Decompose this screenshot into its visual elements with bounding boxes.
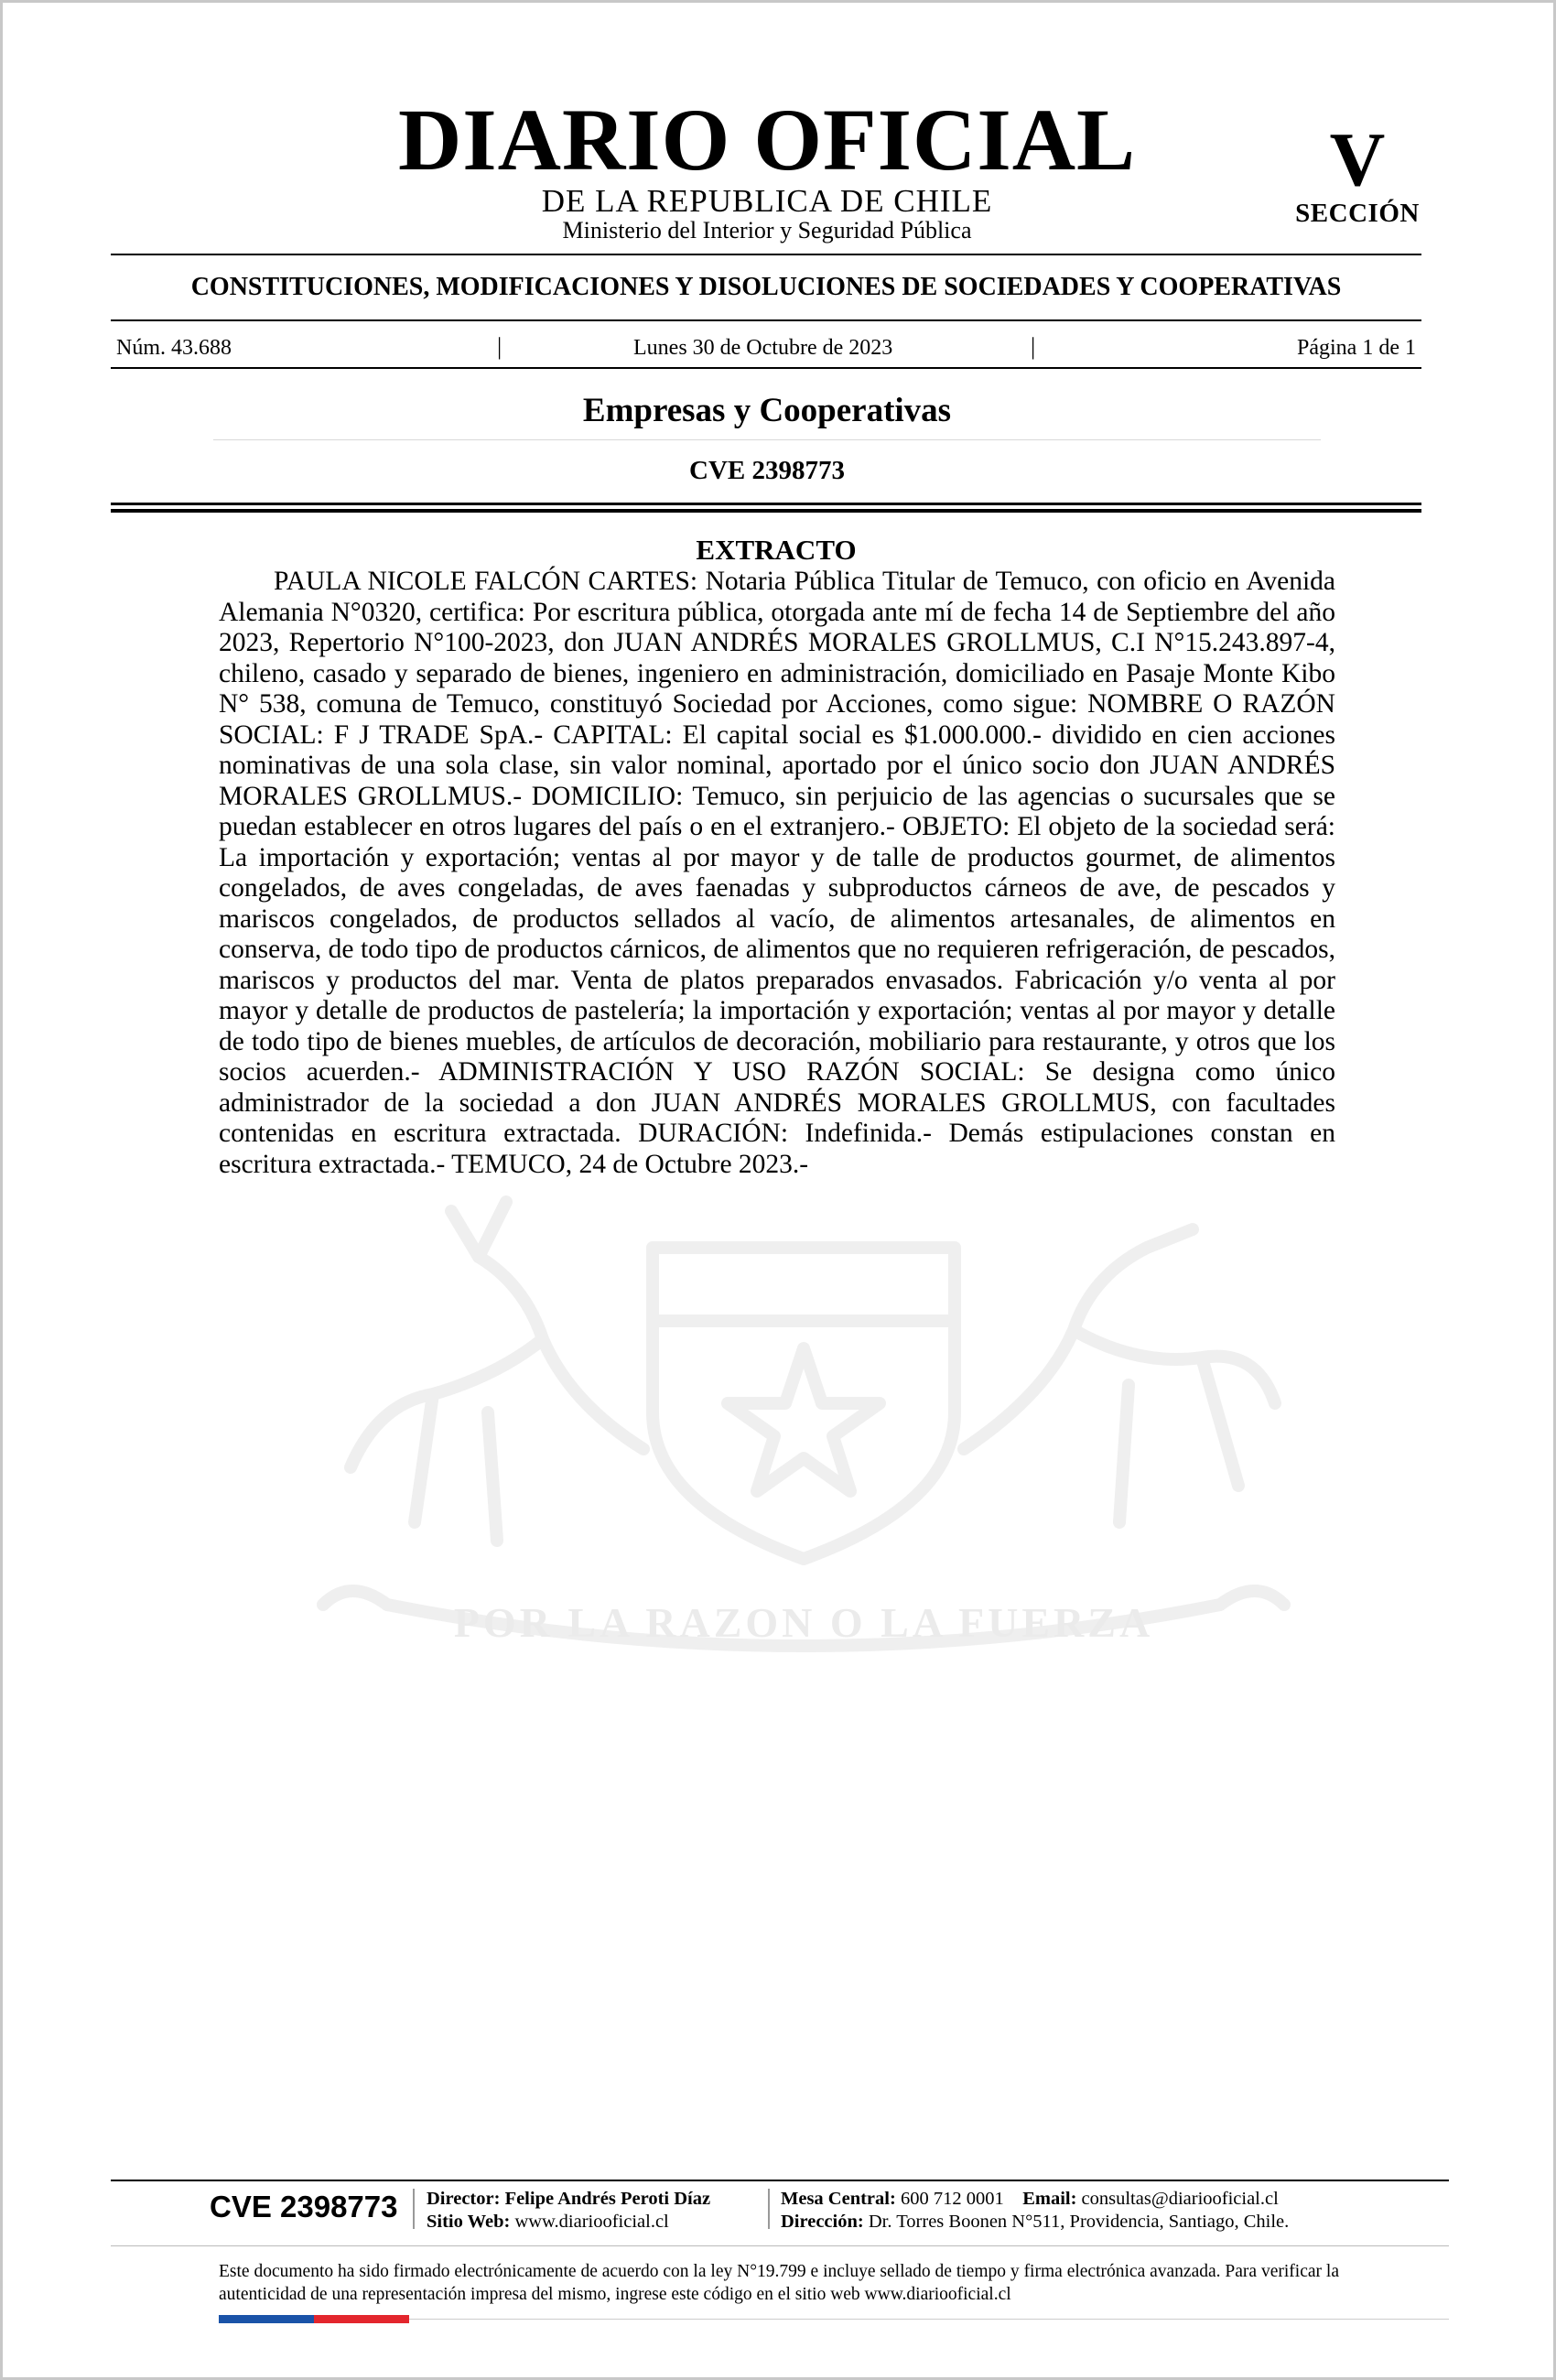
- cve-code: CVE 2398773: [689, 456, 845, 485]
- section-label: SECCIÓN: [1295, 199, 1420, 228]
- category-title: Empresas y Cooperativas: [582, 392, 952, 429]
- extract-body: PAULA NICOLE FALCÓN CARTES: Notaria Pública Titular de Temuco, con oficio en Avenida Alemania N°0320, certifica: Por escritura pública, otorgada ante mí de fecha 14 de Septiembre del año 2023, Repertorio N°100-2023, don JUAN ANDRÉS MORALES GROLLMUS, C.I N°15.243.897-4, chileno, casado y separado de bienes, ingeniero en administración, domiciliado en Pasaje Monte Kibo N° 538, comuna de Temuco, constituyó Sociedad por Acciones, como sigue: NOMBRE O RAZÓN SOCIAL: F J TRADE SpA.- CAPITAL: El capital social es $1.000.000.- dividido en cien acciones nominativas de una sola clase, sin valor nominal, aportado por el único socio don JUAN ANDRÉS MORALES GROLLMUS.- DOMICILIO: Temuco, sin perjuicio de las agencias o sucursales que se puedan establecer en otros lugares del país o en el extranjero.- OBJETO: El objeto de la sociedad será: La importación y exportación; ventas al por mayor y de talle de productos gourmet, de alimentos congelados, de aves congeladas, de aves faenadas y subproductos cárneos de ave, de pescados y mariscos congelados, de productos sellados al vacío, de alimentos artesanales, de alimentos en conserva, de todo tipo de productos cárnicos, de alimentos que no requieren refrigeración, de pescados, mariscos y productos del mar. Venta de platos preparados envasados. Fabricación y/o venta al por mayor y detalle de productos de pastelería; la importación y exportación; ventas al por mayor y detalle de todo tipo de bienes muebles, de artículos de decoración, mobiliario para restaurante, y otros que los socios acuerden.- ADMINISTRACIÓN Y USO RAZÓN SOCIAL: Se designa como único administrador de la sociedad a don JUAN ANDRÉS MORALES GROLLMUS, con facultades contenidas en escritura extractada. DURACIÓN: Indefinida.- Demás estipulaciones constan en escritura extractada.- TEMUCO, 24 de Octubre 2023.-: [219, 567, 1335, 1179]
- extract-heading: EXTRACTO: [696, 534, 857, 566]
- divider-double-bottom: [111, 509, 1421, 513]
- divider-category: [213, 439, 1321, 440]
- email-link[interactable]: consultas@diariooficial.cl: [1081, 2189, 1279, 2209]
- issue-number: Núm. 43.688: [116, 336, 232, 360]
- chilean-flag-bar: [219, 2315, 409, 2323]
- footer-contact-info: [781, 2188, 1289, 2234]
- issue-separator: |: [497, 333, 502, 360]
- website-label: Sitio Web:: [427, 2212, 511, 2232]
- email-label: Email:: [1022, 2189, 1077, 2209]
- director-label: Director:: [427, 2189, 501, 2209]
- footer-divider-top: [111, 2180, 1449, 2181]
- divider-band-bottom: [111, 319, 1421, 321]
- footer-divider-middle: [111, 2245, 1449, 2246]
- section-title: CONSTITUCIONES, MODIFICACIONES Y DISOLUCIONES DE SOCIEDADES Y COOPERATIVAS: [190, 273, 1342, 301]
- watermark-motto: POR LA RAZON O LA FUERZA: [453, 1599, 1154, 1646]
- divider-double-top: [111, 503, 1421, 505]
- coat-of-arms-watermark: [268, 1174, 1339, 1687]
- issue-separator: |: [1031, 333, 1036, 360]
- newspaper-subtitle: DE LA REPUBLICA DE CHILE: [541, 183, 993, 219]
- ministry-line: Ministerio del Interior y Seguridad Pública: [562, 217, 972, 243]
- divider-issue-bottom: [111, 367, 1421, 369]
- phone-label: Mesa Central:: [781, 2189, 896, 2209]
- footer-separator: [768, 2189, 770, 2229]
- website-link[interactable]: www.diariooficial.cl: [514, 2212, 669, 2232]
- flag-blue-stripe: [219, 2315, 314, 2323]
- divider-top: [111, 254, 1421, 255]
- footer-cve-code: CVE 2398773: [210, 2190, 398, 2223]
- director-name: Felipe Andrés Peroti Díaz: [504, 2189, 711, 2209]
- page-count: Página 1 de 1: [1297, 336, 1416, 360]
- newspaper-title: DIARIO OFICIAL: [397, 91, 1137, 189]
- section-letter: V: [1329, 117, 1386, 202]
- address-text: Dr. Torres Boonen N°511, Providencia, Santiago, Chile.: [868, 2212, 1290, 2232]
- signature-note: Este documento ha sido firmado electrónicamente de acuerdo con la ley N°19.799 e incluye sellado de tiempo y firma electrónica avanzada. Para verificar la autenticidad de una representación impresa del mismo, ingrese este código en el sitio web www.diariooficial.cl: [219, 2262, 1339, 2304]
- address-label: Dirección:: [781, 2212, 864, 2232]
- footer-separator: [413, 2189, 415, 2229]
- footer-divider-bottom: [409, 2319, 1449, 2320]
- footer-director-info: [427, 2188, 710, 2234]
- issue-date: Lunes 30 de Octubre de 2023: [633, 336, 893, 360]
- section-indicator: [1280, 117, 1435, 228]
- flag-red-stripe: [314, 2315, 409, 2323]
- phone-number: 600 712 0001: [900, 2189, 1004, 2209]
